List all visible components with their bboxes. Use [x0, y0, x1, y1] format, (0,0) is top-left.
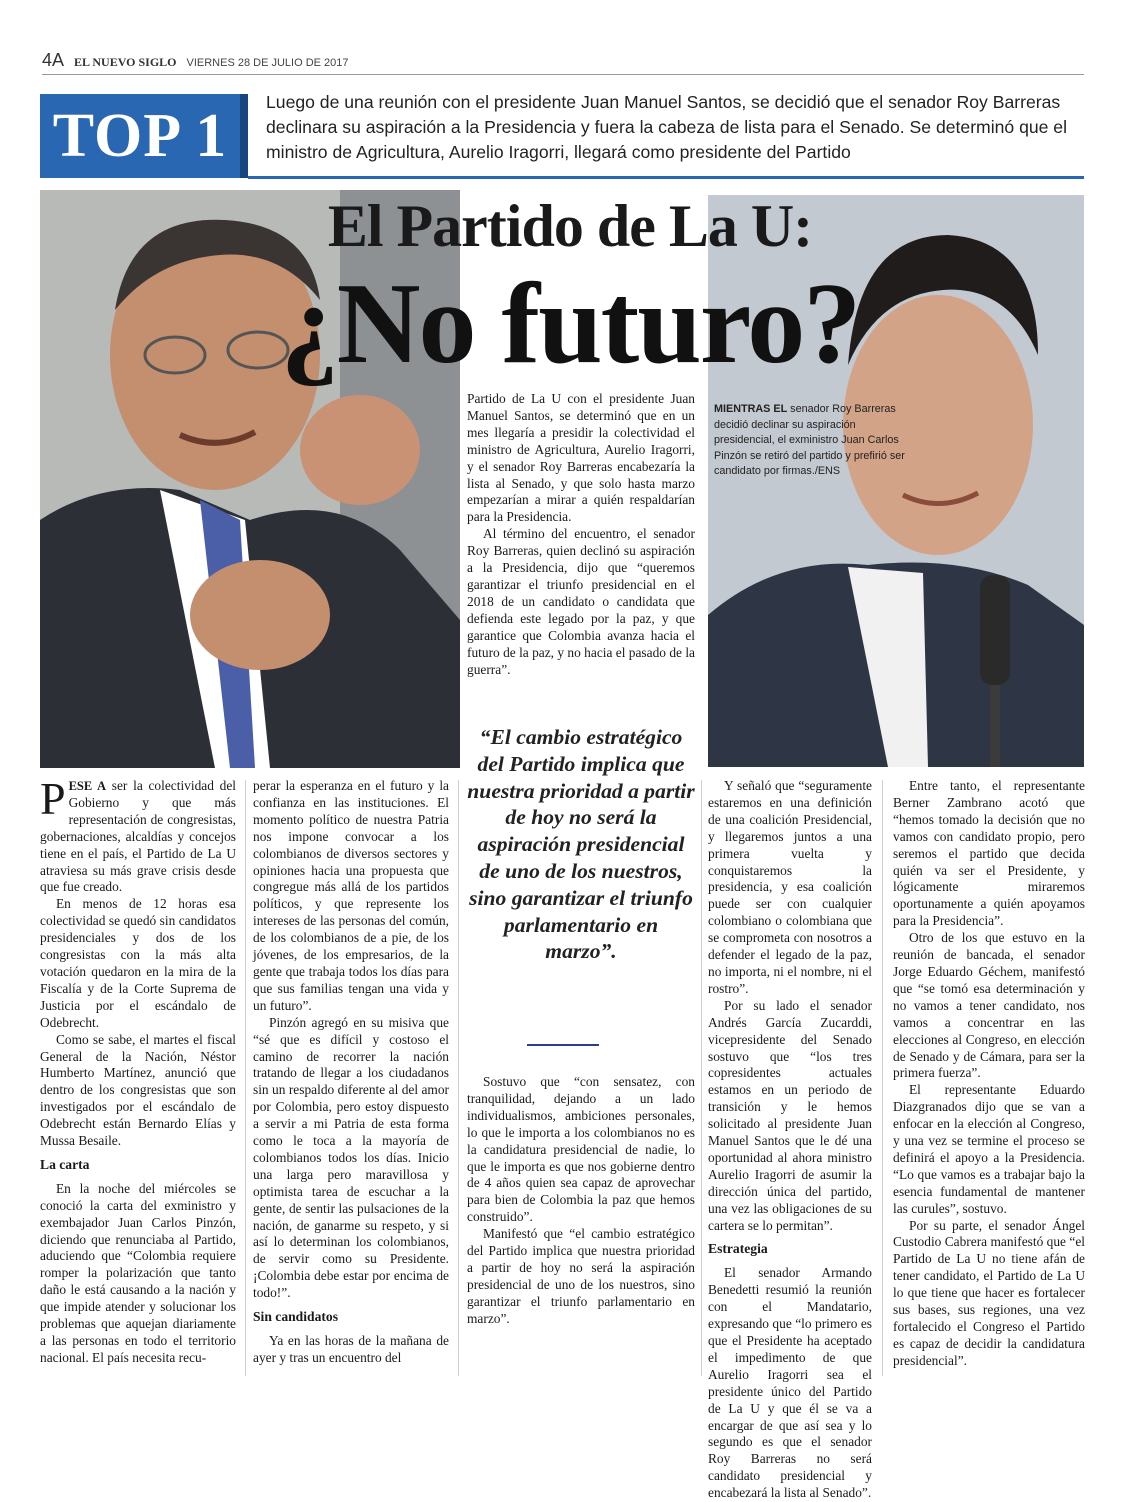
paragraph: Otro de los que estuvo en la reunión de bancada, el senador Jorge Eduardo Géchem, manifestó que “se tomó esa determinación y no vamos a tener candidato, nos vamos a concentrar en las elecciones al Congreso, en elección de Senado y de Cámara, para ser la primera fuerza”. [893, 930, 1085, 1081]
subheading-la-carta: La carta [40, 1156, 90, 1172]
headline-line-2: ¿No futuro? [280, 260, 860, 388]
pull-quote: “El cambio estratégico del Partido implica que nuestra prioridad a partir de hoy no será la aspiración presidencial de uno de los nuestros, sino garantizar el triunfo parlamentario en marzo”. [467, 725, 695, 964]
newspaper-name: EL NUEVO SIGLO [74, 55, 177, 69]
page-number: 4A [42, 50, 65, 70]
paragraph: El representante Eduardo Diazgranados dijo que se van a enfocar en la elección al Congreso, y una vez se termine el proceso se definirá el apoyo a la Presidencia. “Lo que vamos es a trabajar bajo la esencia fundamental de mantener las curules”, sostuvo. [893, 1082, 1085, 1216]
paragraph: Ya en las horas de la mañana de ayer y tras un encuentro del [253, 1333, 449, 1365]
article-column-middle-top [467, 391, 695, 678]
top-banner [40, 94, 1084, 178]
paragraph: Partido de La U con el presidente Juan Manuel Santos, se determinó que en un mes llegaría a presidir la colectividad el ministro de Agricultura, Aurelio Iragorri, y el senador Roy Barreras encabezaría la lista al Senado, y que solo hasta marzo empezarían a mirar a quién respaldarían para la Presidencia. [467, 391, 695, 525]
subheading-estrategia: Estrategia [708, 1241, 768, 1257]
lead-text: ser la colectividad del Gobierno y que más representación de congresistas, gobernaciones, alcaldías y concejos tiene en el país, el Partido de La U atraviesa su más grave crisis desde que fue creado. [40, 778, 237, 895]
paragraph: Manifestó que “el cambio estratégico del Partido implica que nuestra prioridad a partir de hoy no será la aspiración presidencial de uno de los nuestros, sino garantizar el triunfo parlamentario en marzo”. [467, 1226, 695, 1326]
article-column-1 [40, 773, 237, 1367]
folio-rule [42, 74, 1084, 75]
article-column-2 [253, 778, 449, 1367]
article-column-5 [893, 778, 1085, 1370]
paragraph: perar la esperanza en el futuro y la confianza en las instituciones. El momento político de nuestra Patria nos impone convocar a los colombianos de diversos sectores y opiniones hacia una propuesta que congregue más allá de los partidos políticos, y que represente los intereses de las personas del común, de los colombianos de a pie, de los jóvenes, de los empresarios, de la gente que trabaja todos los días para que sus familias tengan una vida y un futuro”. [253, 778, 449, 1013]
paragraph: Como se sabe, el martes el fiscal General de la Nación, Néstor Humberto Martínez, anunció que dentro de los congresistas que son investigados por el escándalo de Odebrecht están Bernardo Elías y Mussa Besaile. [40, 1031, 236, 1149]
paragraph: En la noche del miércoles se conoció la carta del exministro y exembajador Juan Carlos Pinzón, diciendo que renunciaba al Partido, aduciendo que “Colombia requiere romper la polarización que tanto daño le está causando a la nación y que impide atender y solucionar los problemas que aquejan diariamente a las personas en todo el territorio nacional. El país necesita recu- [40, 1180, 236, 1365]
paragraph: Y señaló que “seguramente estaremos en una definición de una coalición Presidencial, y llegaremos juntos a una primera vuelta y conquistaremos la presidencia, y esa coalición puede ser con cualquier colombiano o colombiana que se comprometa con nosotros a defender el legado de la paz, no importa, ni el nombre, ni el rostro”. [708, 778, 872, 996]
paragraph: El senador Armando Benedetti resumió la reunión con el Mandatario, expresando que “lo primero es que el Presidente ha aceptado el impedimento de que Aurelio Iragorri sea el presidente único del Partido de La U y que él se va a encargar de que así sea y lo segundo es que el senador Roy Barreras no será candidato presidencial y encabezará la lista al Senado”. [708, 1265, 872, 1501]
paragraph: Sostuvo que “con sensatez, con tranquilidad, dejando a un lado individualismos, ambiciones personales, lo que le importa a los colombianos no es la candidatura presidencial de nadie, lo que le importa es que nos gobierne dentro de 4 años quien sea capaz de aprovechar para bien de Colombia la paz que hemos construido”. [467, 1074, 695, 1225]
headline-line-1: El Partido de La U: [327, 193, 813, 259]
column-divider [701, 780, 702, 1376]
drop-cap: P [40, 773, 66, 824]
publication-date: VIERNES 28 DE JULIO DE 2017 [186, 57, 349, 69]
caption-lead: MIENTRAS EL [714, 403, 788, 415]
top-badge-label: TOP 1 [52, 101, 228, 170]
pull-quote-rule [527, 1044, 599, 1046]
photo-caption [714, 402, 908, 480]
paragraph: Al término del encuentro, el senador Roy Barreras, quien declinó su aspiración a la Presidencia, dijo que “queremos garantizar el triunfo presidencial en el 2018 de un candidato o candidata que defienda este legado por la paz, y que garantice que Colombia avanza hacia el futuro de la paz, y no hacia el pasado de la guerra”. [467, 526, 695, 677]
lead-caps: ESE A [68, 779, 107, 793]
article-column-4 [708, 778, 872, 1502]
paragraph: Por su lado el senador Andrés García Zucarddi, vicepresidente del Senado sostuvo que “los tres copresidentes actuales estamos en un periodo de transición y le hemos solicitado al presidente Juan Manuel Santos que le dé una oportunidad al ahora ministro Aurelio Iragorri de asumir la dirección única del partido, una vez las obligaciones de su cartera se lo permitan”. [708, 997, 872, 1233]
paragraph: En menos de 12 horas esa colectividad se quedó sin candidatos presidenciales y dos de los congresistas con la más alta votación quedaron en la mira de la Fiscalía y de la Corte Suprema de Justicia por el escándalo de Odebrecht. [40, 896, 236, 1030]
article-column-3 [467, 1074, 695, 1328]
column-divider [882, 780, 883, 1376]
headline [270, 190, 870, 386]
paragraph: Pinzón agregó en su misiva que “sé que es difícil y costoso el camino de recorrer la nación tratando de llegar a los ciudadanos sin un respaldo diferente al del amor por Colombia, pero estoy dispuesto a servir a mi Patria de esta forma como le toca a la mayoría de colombianos todos los días. Inicio una larga pero maravillosa y optimista tarea de escuchar a la gente, de sentir las pulsaciones de la nación, de ganarme su respeto, y si así lo determinan los colombianos, de servir como su Presidente. ¡Colombia debe estar por encima de todo!”. [253, 1014, 449, 1301]
caption-text: senador Roy Barreras decidió declinar su aspiración presidencial, el exministro Juan Carlos Pinzón se retiró del partido y prefirió ser candidato por firmas./ENS [714, 403, 905, 477]
banner-summary: Luego de una reunión con el presidente Juan Manuel Santos, se decidió que el senador Roy Barreras declinara su aspiración a la Presidencia y fuera la cabeza de lista para el Senado. Se determinó que el ministro de Agricultura, Aurelio Iragorri, llegará como presidente del Partido [266, 92, 1068, 162]
page-folio [42, 50, 349, 72]
top-badge [40, 94, 248, 178]
subheading-sin-candidatos: Sin candidatos [253, 1309, 338, 1325]
paragraph: Por su parte, el senador Ángel Custodio Cabrera manifestó que “el Partido de La U no tiene afán de tener candidato, el Partido de La U lo que tiene que hacer es fortalecer sus bases, sus regiones, una vez fortalecido el Congreso el Partido es capaz de decidir la candidatura presidencial”. [893, 1217, 1085, 1368]
paragraph: Entre tanto, el representante Berner Zambrano acotó que “hemos tomado la decisión que no vamos con candidato propio, pero seremos el partido que decida quién va ser el Presidente, y lógicamente miraremos oportunamente a quién apoyamos para la Presidencia”. [893, 778, 1085, 929]
column-divider [245, 780, 246, 1376]
column-divider [458, 780, 459, 1376]
lead-paragraph [40, 773, 237, 896]
banner-rule [248, 176, 1084, 179]
